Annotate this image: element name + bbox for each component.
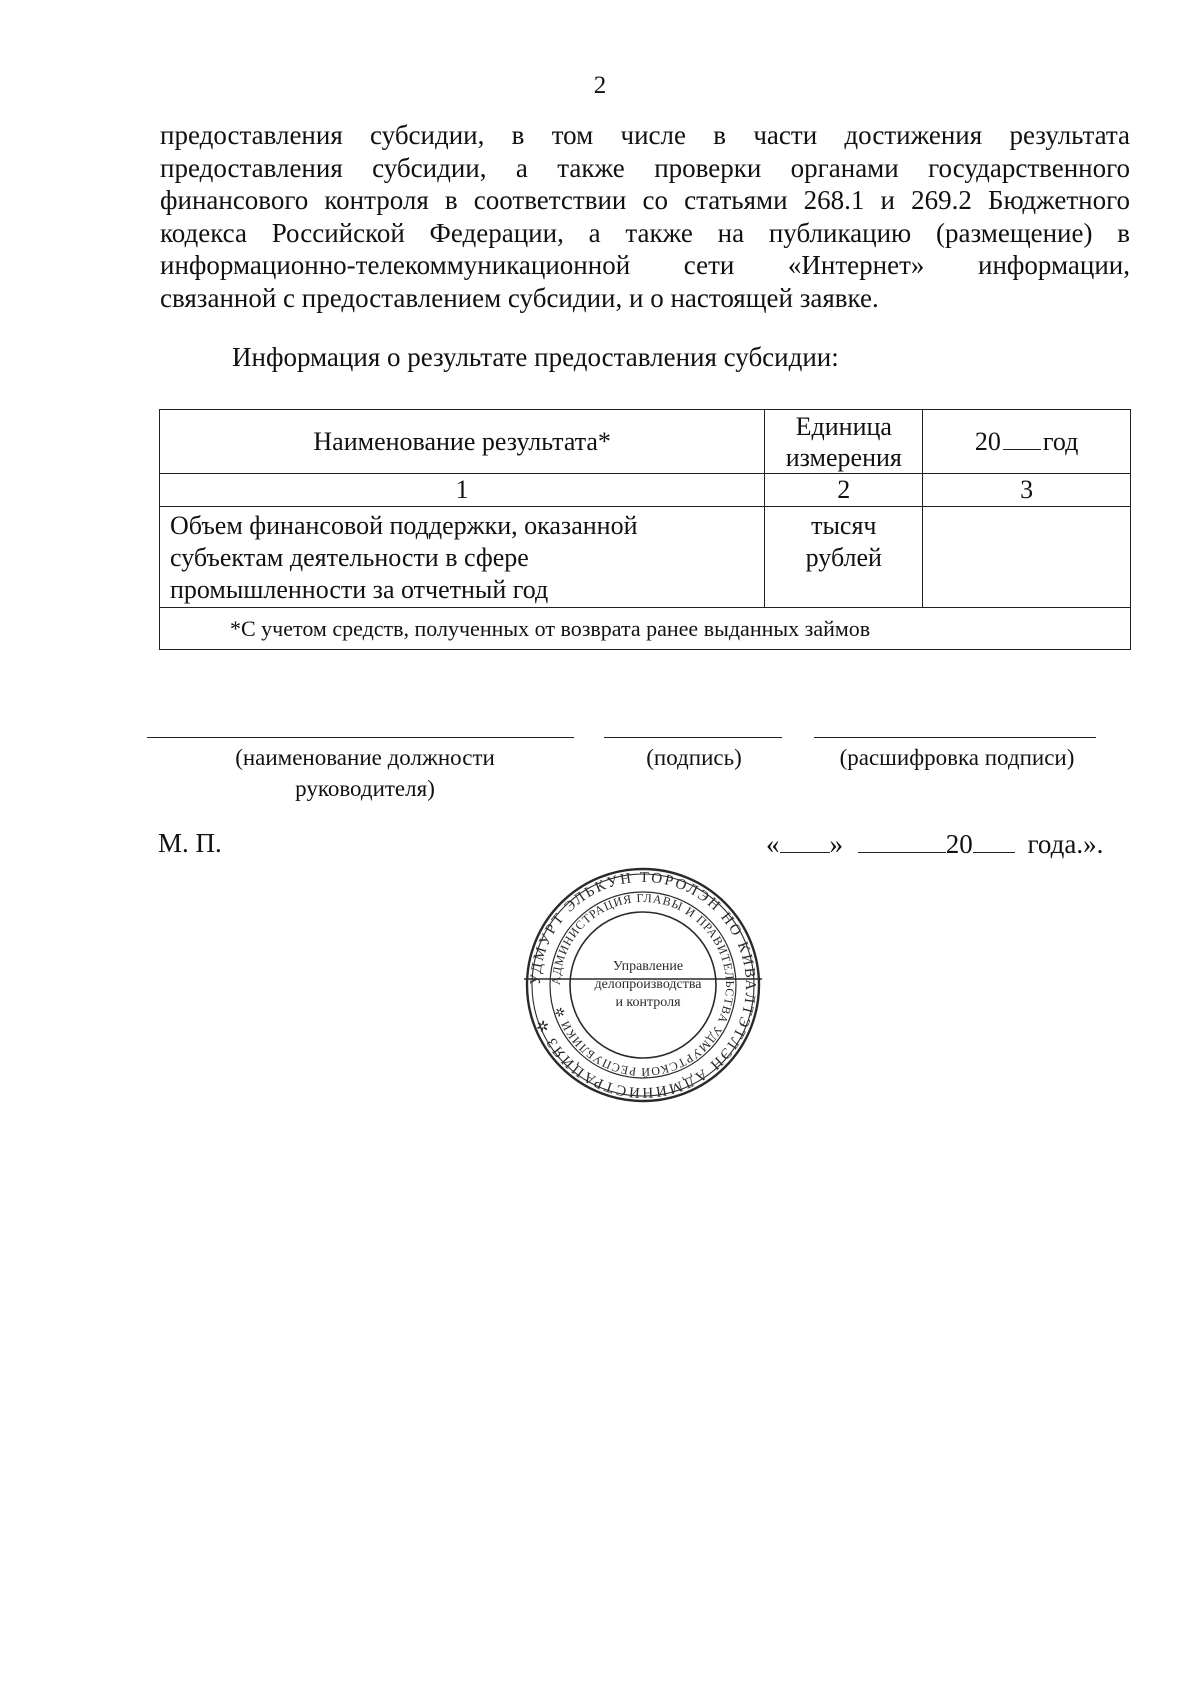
- stamp-inner-text: АДМИНИСТРАЦИЯ ГЛАВЫ И ПРАВИТЕЛЬСТВА УДМУРТСКОЙ РЕСПУБЛИКИ ✲: [548, 890, 738, 1080]
- seal-place-label: М. П.: [158, 828, 222, 858]
- table-footnote: *С учетом средств, полученных от возврата ранее выданных займов: [160, 608, 1131, 650]
- decoding-signature-line[interactable]: [814, 737, 1096, 738]
- result-name-cell: [160, 507, 765, 608]
- signature-line[interactable]: [604, 737, 782, 738]
- stamp-center-line2: делопроизводства: [594, 977, 702, 992]
- col-header-year: [923, 410, 1131, 474]
- col-header-name: Наименование результата*: [160, 410, 765, 474]
- col-number-3: 3: [923, 474, 1131, 507]
- date-suffix: года.».: [1027, 829, 1104, 859]
- col-header-unit: [765, 410, 923, 474]
- stamp-center-line3: и контроля: [615, 995, 681, 1010]
- month-blank[interactable]: [858, 828, 946, 853]
- year-blank: [1003, 427, 1041, 450]
- unit-line1: тысяч: [811, 511, 877, 540]
- date-line: [766, 828, 1103, 860]
- result-table: [159, 409, 1131, 650]
- unit-line2: рублей: [805, 543, 882, 572]
- result-unit-cell: [765, 507, 923, 608]
- paragraph-line: предоставления субсидии, а также проверки органами государственного: [160, 152, 1130, 183]
- position-signature-line[interactable]: [147, 737, 574, 738]
- date-year-prefix: 20: [945, 829, 973, 859]
- info-heading: Информация о результате предоставления субсидии:: [232, 342, 839, 372]
- stamp-center-line1: Управление: [612, 959, 684, 974]
- date-open-quote: «: [766, 829, 780, 859]
- official-stamp: [524, 866, 762, 1104]
- signature-label: (подпись): [646, 745, 742, 770]
- paragraph-line: финансового контроля в соответствии со статьями 268.1 и 269.2 Бюджетного: [160, 185, 1130, 215]
- paragraph-line: связанной с предоставлением субсидии, и о настоящей заявке.: [160, 282, 879, 313]
- col-number-2: 2: [765, 474, 923, 507]
- result-value-cell[interactable]: [923, 507, 1131, 608]
- stamp-outer-text: УДМУРТ ЭЛЬКУН ТОРОЛЭН НО КИВАЛТЭТЛЭН АДМИНИСТРАЦИЯЗ ✲: [527, 869, 759, 1101]
- body-paragraph: [160, 119, 1130, 314]
- date-close-quote: »: [829, 829, 843, 859]
- decoding-label: (расшифровка подписи): [839, 745, 1075, 770]
- date-year-blank[interactable]: [973, 828, 1015, 853]
- year-prefix: 20: [974, 426, 1001, 456]
- day-blank[interactable]: [780, 828, 830, 853]
- paragraph-line: кодекса Российской Федерации, а также на публикацию (размещение) в: [160, 217, 1130, 248]
- year-suffix: год: [1042, 426, 1079, 456]
- result-name-line: промышленности за отчетный год: [170, 575, 549, 604]
- result-name-line: Объем финансовой поддержки, оказанной: [170, 511, 638, 540]
- position-label: (наименование должности руководителя): [235, 745, 495, 801]
- result-name-line: субъектам деятельности в сфере: [170, 543, 529, 572]
- col-number-1: 1: [160, 474, 765, 507]
- paragraph-line: предоставления субсидии, в том числе в части достижения результата: [160, 120, 1130, 150]
- col-header-unit-line1: Единица: [795, 411, 892, 441]
- col-header-unit-line2: измерения: [785, 442, 902, 472]
- paragraph-line: информационно-телекоммуникационной сети «Интернет» информации,: [160, 250, 1130, 280]
- page-number: 2: [593, 72, 607, 99]
